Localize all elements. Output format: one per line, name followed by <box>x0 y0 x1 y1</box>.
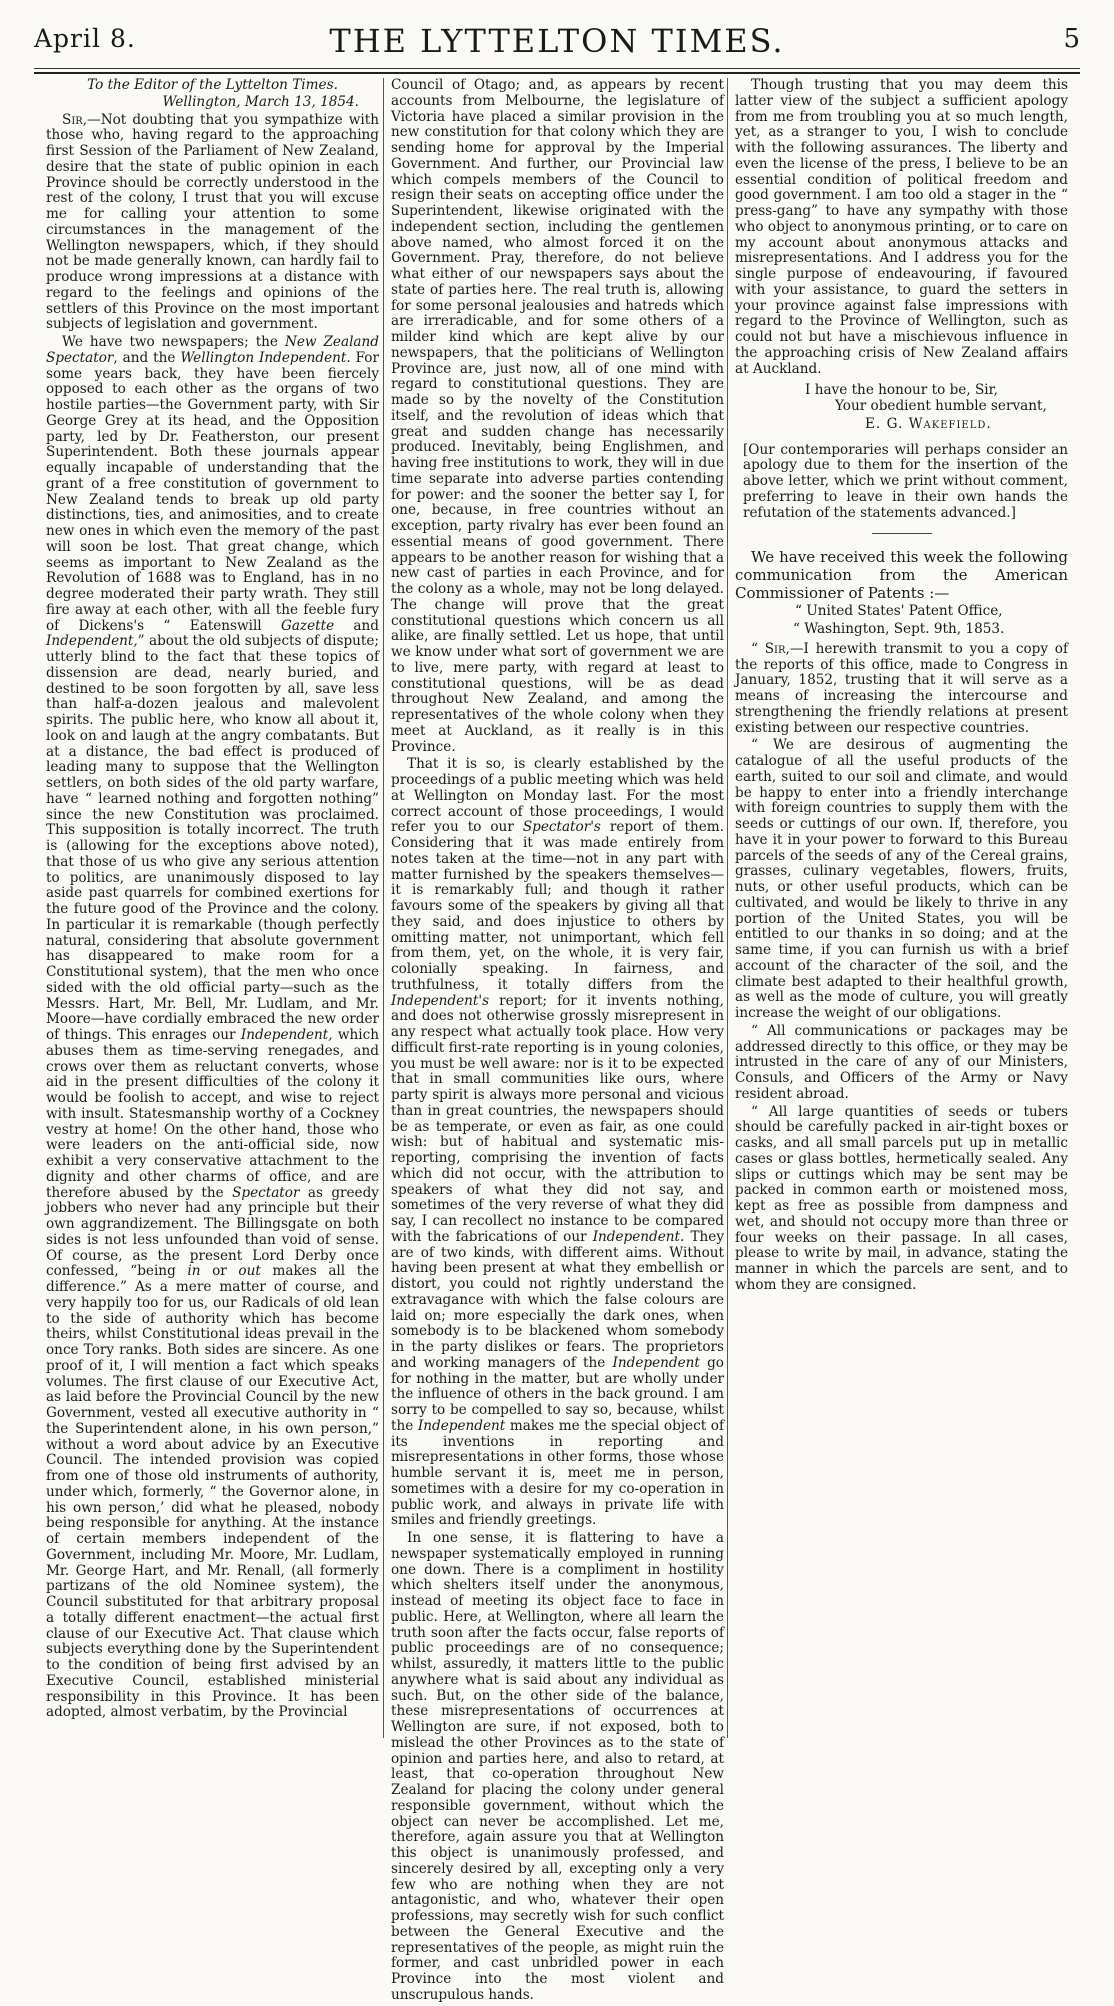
header-rule-thin <box>34 68 1080 69</box>
patents-paragraph-2: “ We are desirous of augmenting the catalogue of all the useful products of the earth, suited to our soil and climate, and would be happy to enter into a friendly interchange with foreign countries to supply them with the seeds or cuttings of our own. If, therefore, you have it in your power to forward to this Bureau parcels of the seeds of any of the Cereal grains, grasses, culinary vegetables, flowers, fruits, nuts, or other useful products, which can be cultivated, and would be likely to thrive in any portion of the United States, you will be entitled to our thanks in so doing; and at the same time, if you can furnish us with a brief account of the character of the soil, and the climate best adapted to their healthful growth, as well as the mode of culture, you will greatly increase the weight of our obligations. <box>735 737 1068 1021</box>
article-separator <box>872 533 932 534</box>
page-number: 5 <box>1063 24 1080 54</box>
patents-address-2: “ Washington, Sept. 9th, 1853. <box>793 621 1005 637</box>
patents-paragraph-4: “ All large quantities of seeds or tubers should be carefully packed in air-tight boxes or casks, and all small parcels put up in metallic cases or glass bottles, hermetically sealed. Any slips or cuttings which may be sent may be packed in common earth or moistened moss, kept as free as possible from dampness and wet, and should not occupy more than three or four weeks on their passage. In all cases, please to write by mail, in advance, stating the manner in which the parcels are sent, and to whom they are consigned. <box>735 1103 1068 1293</box>
page-header <box>34 0 1080 60</box>
letter-paragraph-1: Sir,—Not doubting that you sympathize with those who, having regard to the approaching first Session of the Parliament of New Zealand, desire that the state of public opinion in each Province should be correctly understood in the rest of the colony, I trust that you will excuse me for calling your attention to some circumstances in the management of the Wellington newspapers, which, if they should not be made generally known, can hardly fail to produce wrong impressions at a distance with regard to the feelings and opinions of the settlers of this Province on the most important subjects of legislation and government. <box>46 111 379 333</box>
letter-paragraph-3: That it is so, is clearly established by the proceedings of a public meeting which was held at Wellington on Monday last. For the most correct account of those proceedings, I would refer you to our Spectator's report of them. Considering that it was made entirely from notes taken at the time—not in any part with matter furnished by the speakers themselves—it is remarkably full; and though it rather favours some of the speakers by giving all that they said, and does injustice to others by omitting matter, not unimportant, which fell from them, yet, on the whole, it is very fair, colonially speaking. In fairness, and truthfulness, it totally differs from the Independent's report; for it invents nothing, and does not otherwise grossly misrepresent in any respect what actually took place. How very difficult first-rate reporting is in young colonies, you must be well aware: nor is it to be expected that in small communities like ours, where party spirit is always more personal and vicious than in great countries, the newspapers should be as temperate, or even as fair, as one could wish: but of habitual and systematic mis-reporting, comprising the invention of facts which did not occur, with the attribution to speakers of what they did not say, and sometimes of the very reverse of what they did say, I can recollect no instance to be compared with the fabrications of our Independent. They are of two kinds, with different aims. Without having been present at what they embellish or distort, you could not rightly understand the extravagance with which the false colours are laid on; more especially the dark ones, when somebody is to be blackened whom somebody in the party dislikes or fears. The proprietors and working managers of the Independent go for nothing in the matter, but are wholly under the influence of others in the back ground. I am sorry to be compelled to say so, because, whilst the Independent makes me the special object of its inventions in reporting and misrepresentations in other forms, those whose humble servant it is, meet me in person, sometimes with a desire for my co-operation in public work, and always in private life with smiles and friendly greetings. <box>391 756 724 1529</box>
column-1 <box>46 78 379 1723</box>
letter-paragraph-2-continued: Council of Otago; and, as appears by recent accounts from Melbourne, the legislature of Victoria have placed a similar provision in the new constitution for that colony which they are sending home for approval by the Imperial Government. And further, our Provincial law which compels members of the Council to resign their seats on accepting office under the Superintendent, likewise originated with the independent section, including the gentlemen above named, who almost forced it on the Government. Pray, therefore, do not believe what either of our newspapers says about the state of parties here. The real truth is, allowing for some personal jealousies and hatreds which are irreradicable, and for some others of a milder kind which are kept alive by our newspapers, that the politicians of Wellington Province are, just now, all of one mind with regard to constitutional questions. They are made so by the novelty of the Constitution itself, and the revolution of ideas which that great and sudden change has necessarily produced. Inevitably, being Englishmen, and having free institutions to work, they will in due time separate into adverse parties contending for power: and the sooner the better say I, for one, because, in free countries without an exception, party rivalry has ever been found an essential means of good government. There appears to be another reason for wishing that a new cast of parties in each Province, and for the colony as a whole, may not be long delayed. The change will prove that the great constitutional questions which concern us all alike, are finally settled. Let us hope, that until we know under what sort of government we are to live, mere party, with regard at least to constitutional questions, will be as dead throughout New Zealand, and among the representatives of the whole colony when they meet at Auckland, as it really is in this Province. <box>391 77 724 755</box>
column-3 <box>735 78 1068 1296</box>
header-rule-thick <box>34 72 1080 74</box>
letter-closing: I have the honour to be, Sir, <box>805 382 998 399</box>
letter-paragraph-2: We have two newspapers; the New Zealand Spectator, and the Wellington Independent. For some years back, they have been fiercely opposed to each other as the organs of two hostile parties—the Government party, with Sir George Grey at its head, and the Opposition party, led by Dr. Featherston, our present Superintendent. Both these journals appear equally incapable of understanding that the grant of a free constitution of government to New Zealand tends to break up old party distinctions, ties, and animosities, and to create new ones in which even the memory of the past will soon be lost. That great change, which seems as important to New Zealand as the Revolution of 1688 was to England, has in no degree moderated their party wrath. They still fire away at each other, with all the feeble fury of Dickens's “ Eatenswill Gazette and Independent,” about the old subjects of dispute; utterly blind to the fact that these topics of dissension are dead, nearly buried, and destined to be soon forgotten by all, save less than half-a-dozen jealous and malevolent spirits. The public here, who know all about it, look on and laugh at the angry combatants. But at a distance, the bad effect is produced of leading many to suppose that the Wellington settlers, on both sides of the old party warfare, have “ learned nothing and forgotten nothing” since the new Constitution was proclaimed. This supposition is totally incorrect. The truth is (allowing for the exceptions above noted), that those of us who give any serious attention to politics, are unanimously disposed to lay aside past quarrels for combined exertions for the future good of the Province and the colony. In particular it is remarkable (though perfectly natural, considering that absolute government has disappeared to make room for a Constitutional system), that the men who once sided with the old official party—such as the Messrs. Hart, Mr. Bell, Mr. Ludlam, and Mr. Moore—have cordially embraced the new order of things. This enrages our Independent, which abuses them as time-serving renegades, and crows over them as reluctant converts, whose aid in the present difficulties of the colony it would be foolish to accept, and wise to reject with insult. Statesmanship worthy of a Cockney vestry at home! On the other hand, those who were leaders on the anti-official side, now exhibit a very conservative attachment to the dignity and other charms of office, and are therefore abused by the Spectator as greedy jobbers who never had any principle but their own aggrandizement. The Billingsgate on both sides is not less unfounded than void of sense. Of course, as the present Lord Derby once confessed, “being in or out makes all the difference.” As a mere matter of course, and very happily too for us, our Radicals of old lean to the side of authority which has become theirs, whilst Constitutional ideas prevail in the once Tory ranks. Both sides are sincere. As one proof of it, I will mention a fact which speaks volumes. The first clause of our Executive Act, as laid before the Provincial Council by the new Government, vested all executive authority in “ the Superintendent alone, in his own person,” without a word about advice by an Executive Council. The intended provision was copied from one of those old instruments of authority, under which, formerly, “ the Governor alone, in his own person,’ did what he pleased, nobody being responsible for anything. At the instance of certain members independent of the Government, including Mr. Moore, Mr. Ludlam, Mr. George Hart, and Mr. Renall, (all formerly partizans of the old Nominee system), the Council substituted for that arbitrary proposal a totally different enactment—the actual first clause of our Executive Act. That clause which subjects everything done by the Superintendent to the condition of being first advised by an Executive Council, established ministerial responsibility in this Province. It has been adopted, almost verbatim, by the Provincial <box>46 334 379 1721</box>
patents-paragraph-3: “ All communications or packages may be addressed directly to this office, or they may be intrusted in the care of any of our Ministers, Consuls, and Officers of the Army or Navy resident abroad. <box>735 1022 1068 1102</box>
column-2 <box>391 78 724 2006</box>
patents-intro: We have received this week the following communication from the American Commissioner of Patents :— <box>735 548 1068 603</box>
letter-signature: E. G. Wakefield. <box>865 415 992 432</box>
letter-dateline: Wellington, March 13, 1854. <box>162 93 359 110</box>
issue-date: April 8. <box>34 24 136 53</box>
letter-addressee: To the Editor of the Lyttelton Times. <box>87 77 338 93</box>
patents-address-1: “ United States' Patent Office, <box>795 603 1003 620</box>
letter-paragraph-4: In one sense, it is flattering to have a newspaper systematically employed in running one down. There is a compliment in hostility which shelters itself under the anonymous, instead of meeting its object face to face in public. Here, at Wellington, where all learn the truth soon after the facts occur, false reports of public proceedings are of no consequence; whilst, assuredly, it matters little to the public anywhere what is said about any individual as such. But, on the other side of the balance, these misrepresentations of occurrences at Wellington are sure, if not exposed, both to mislead the other Provinces as to the state of opinion and parties here, and also to retard, at least, that co-operation throughout New Zealand for placing the colony under general responsible government, without which the object can never be accomplished. Let me, therefore, again assure you that at Wellington this object is unanimously professed, and sincerely desired by all, excepting only a very few who are nothing when they are not antagonistic, and who, whatever their open professions, may secretly wish for such conflict between the General Executive and the representatives of the people, as might ruin the former, and cast unbridled power in each Province into the most violent and unscrupulous hands. <box>391 1530 724 2003</box>
newspaper-title: THE LYTTELTON TIMES. <box>329 22 785 60</box>
letter-paragraph-5: Though trusting that you may deem this latter view of the subject a sufficient apology from me from troubling you at so much length, yet, as a stranger to you, I wish to conclude with the following assurances. The liberty and even the license of the press, I believe to be an essential condition of political freedom and good government. I am too old a stager in the “ press-gang” to have any sympathy with those who object to anonymous printing, or to care on my account about anonymous attacks and misrepresentations. And I address you for the single purpose of endeavouring, if favoured with your assistance, to guard the setters in your province against false impressions with regard to the Province of Wellington, such as could not but have a mischievous influence in the approaching crisis of New Zealand affairs at Auckland. <box>735 77 1068 377</box>
salutation: Sir, <box>62 111 88 128</box>
column-divider-2 <box>727 78 728 1738</box>
patents-paragraph-1: “ Sir,—I herewith transmit to you a copy of the reports of this office, made to Congress in January, 1852, trusting that it will serve as a means of increasing the intercourse and strengthening the friendly relations at present existing between our respective countries. <box>735 640 1068 736</box>
editor-note: [Our contemporaries will perhaps consider an apology due to them for the insertion of the above letter, which we print without comment, preferring to leave in their own hands the refutation of the statements advanced.] <box>743 441 1068 521</box>
column-divider-1 <box>383 78 384 1738</box>
letter-closing-2: Your obedient humble servant, <box>835 398 1047 414</box>
